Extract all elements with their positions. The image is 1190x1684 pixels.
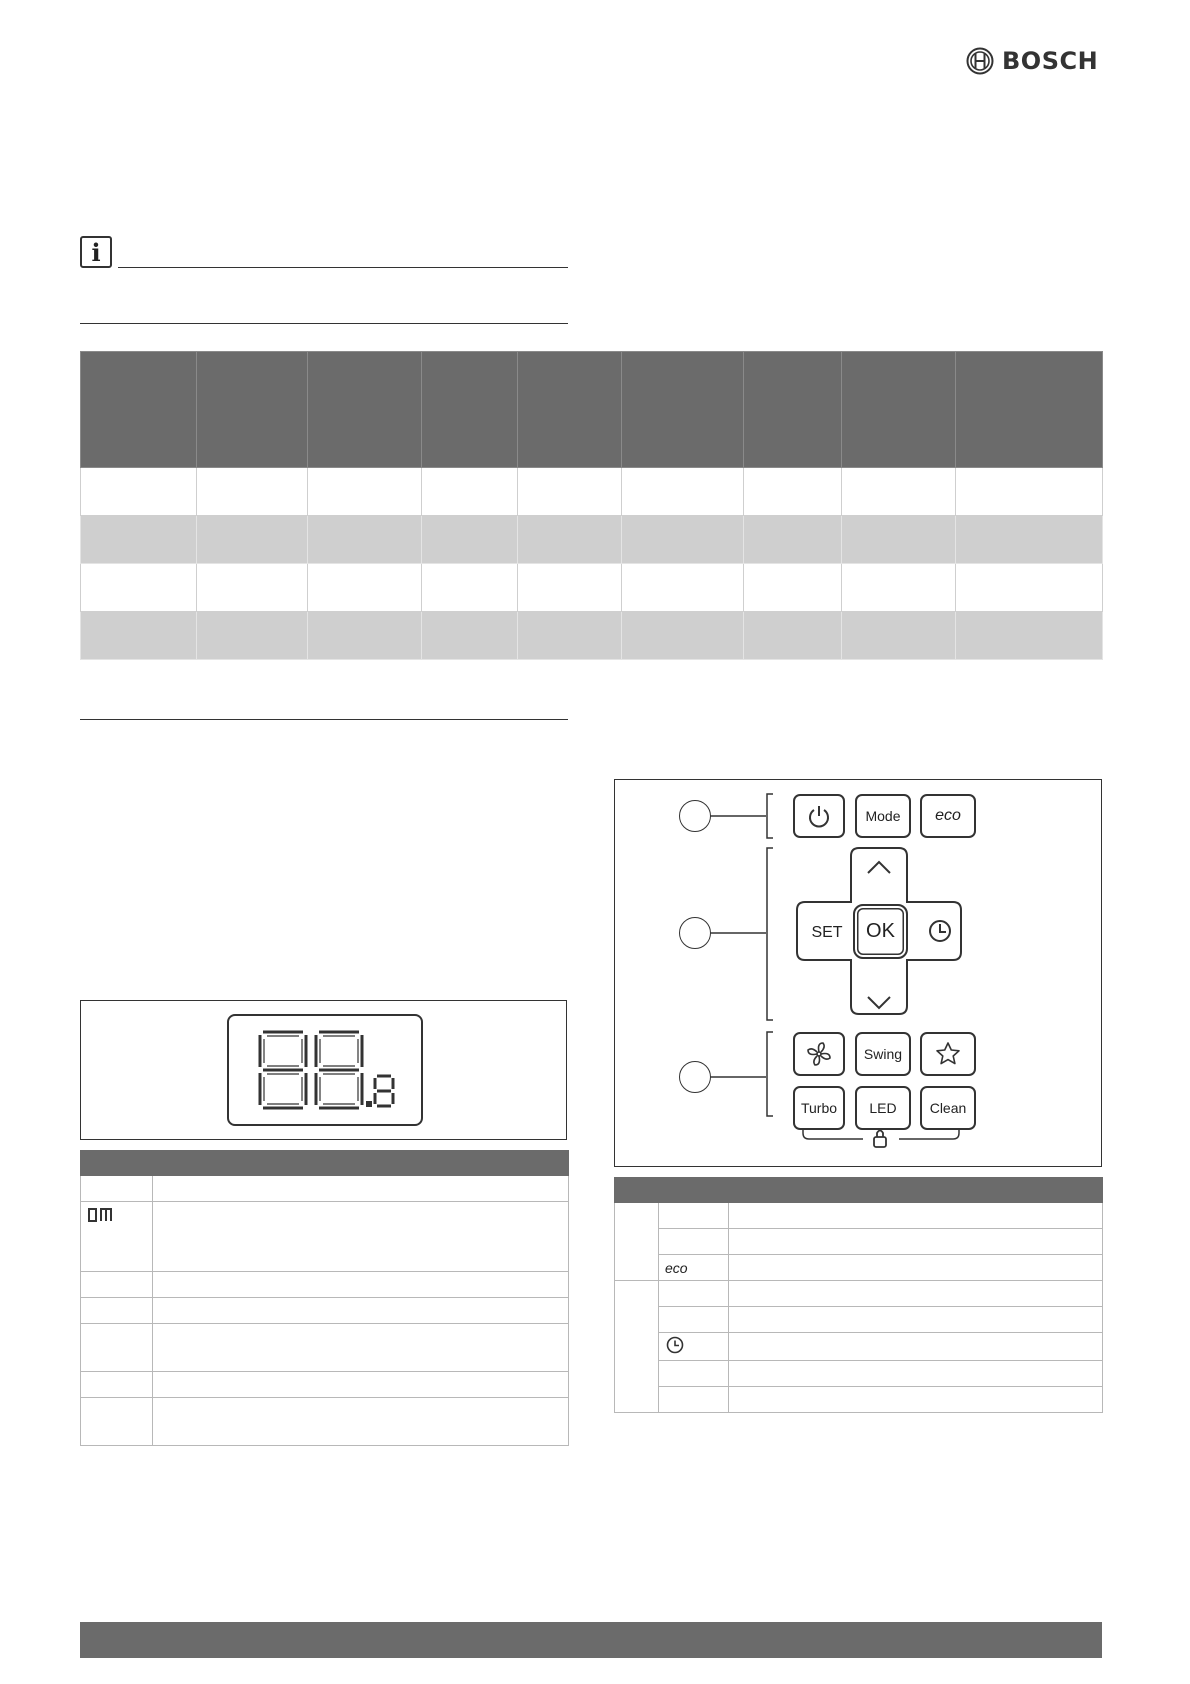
table-row (615, 1307, 1103, 1333)
eco-button-label: eco (935, 807, 961, 824)
legend-header (615, 1178, 1103, 1203)
spec-table-header (81, 352, 1103, 468)
led-button-label: LED (869, 1100, 897, 1116)
mode-button-label: Mode (865, 808, 901, 824)
table-row (81, 1398, 569, 1446)
spec-header-cell (744, 352, 842, 468)
spec-header-cell (622, 352, 744, 468)
set-button-label: SET (811, 924, 843, 941)
table-row (81, 468, 1103, 516)
table-row (81, 1272, 569, 1298)
power-button[interactable] (793, 794, 845, 838)
spec-header-cell (81, 352, 197, 468)
ok-button-label: OK (866, 920, 895, 942)
on-symbol-icon (87, 1206, 113, 1224)
spec-header-cell (518, 352, 622, 468)
brand-name: BOSCH (1002, 47, 1099, 75)
section-rule-1 (80, 323, 568, 324)
spec-header-cell (956, 352, 1103, 468)
info-glyph: i (91, 237, 101, 267)
spec-header-cell (308, 352, 422, 468)
swing-button[interactable] (855, 1032, 911, 1076)
table-row (615, 1333, 1103, 1361)
table-row (81, 1298, 569, 1324)
power-icon (806, 803, 832, 829)
up-button[interactable] (859, 850, 899, 890)
clean-button-label: Clean (929, 1100, 967, 1116)
section-rule-2 (80, 719, 568, 720)
callout-2 (679, 917, 711, 949)
table-row (81, 516, 1103, 564)
lcd-display (227, 1014, 423, 1126)
mode-button[interactable] (855, 794, 911, 838)
brand-logo (966, 44, 1102, 78)
favorite-button[interactable] (920, 1032, 976, 1076)
table-row (615, 1361, 1103, 1387)
fan-speed-button[interactable] (793, 1032, 845, 1076)
info-rule (118, 267, 568, 268)
table-row (615, 1281, 1103, 1307)
table-row (81, 1176, 569, 1202)
footer-bar (80, 1622, 1102, 1658)
table-row (81, 1324, 569, 1372)
spec-header-cell (842, 352, 956, 468)
fan-icon (805, 1040, 833, 1068)
eco-symbol: eco (665, 1259, 688, 1276)
table-row (615, 1229, 1103, 1255)
controls-legend-table (614, 1177, 1103, 1413)
star-icon (934, 1040, 962, 1068)
display-legend-table (80, 1150, 569, 1446)
down-button[interactable] (859, 982, 899, 1022)
table-row (81, 612, 1103, 660)
table-row (81, 1202, 569, 1272)
spec-table (80, 351, 1103, 660)
turbo-button[interactable] (793, 1086, 845, 1130)
bosch-armature-icon (966, 47, 994, 75)
table-row (81, 564, 1103, 612)
turbo-button-label: Turbo (800, 1100, 838, 1116)
seven-segment-digits (229, 1016, 421, 1124)
timer-button[interactable] (923, 914, 957, 948)
spec-header-cell (197, 352, 308, 468)
callout-1 (679, 800, 711, 832)
clean-button[interactable] (920, 1086, 976, 1130)
spec-header-cell (422, 352, 518, 468)
table-row (81, 1372, 569, 1398)
lock-icon (874, 1131, 886, 1148)
callout-3 (679, 1061, 711, 1093)
control-panel-figure (614, 779, 1102, 1167)
table-row (615, 1255, 1103, 1281)
table-row (615, 1387, 1103, 1413)
ok-button[interactable] (853, 904, 908, 959)
set-button[interactable] (805, 918, 849, 948)
led-button[interactable] (855, 1086, 911, 1130)
clock-icon (665, 1335, 685, 1355)
eco-button[interactable] (920, 794, 976, 838)
table-row (615, 1203, 1103, 1229)
display-figure (80, 1000, 567, 1140)
swing-button-label: Swing (863, 1046, 903, 1062)
legend-header (81, 1151, 569, 1176)
info-icon (80, 236, 112, 268)
